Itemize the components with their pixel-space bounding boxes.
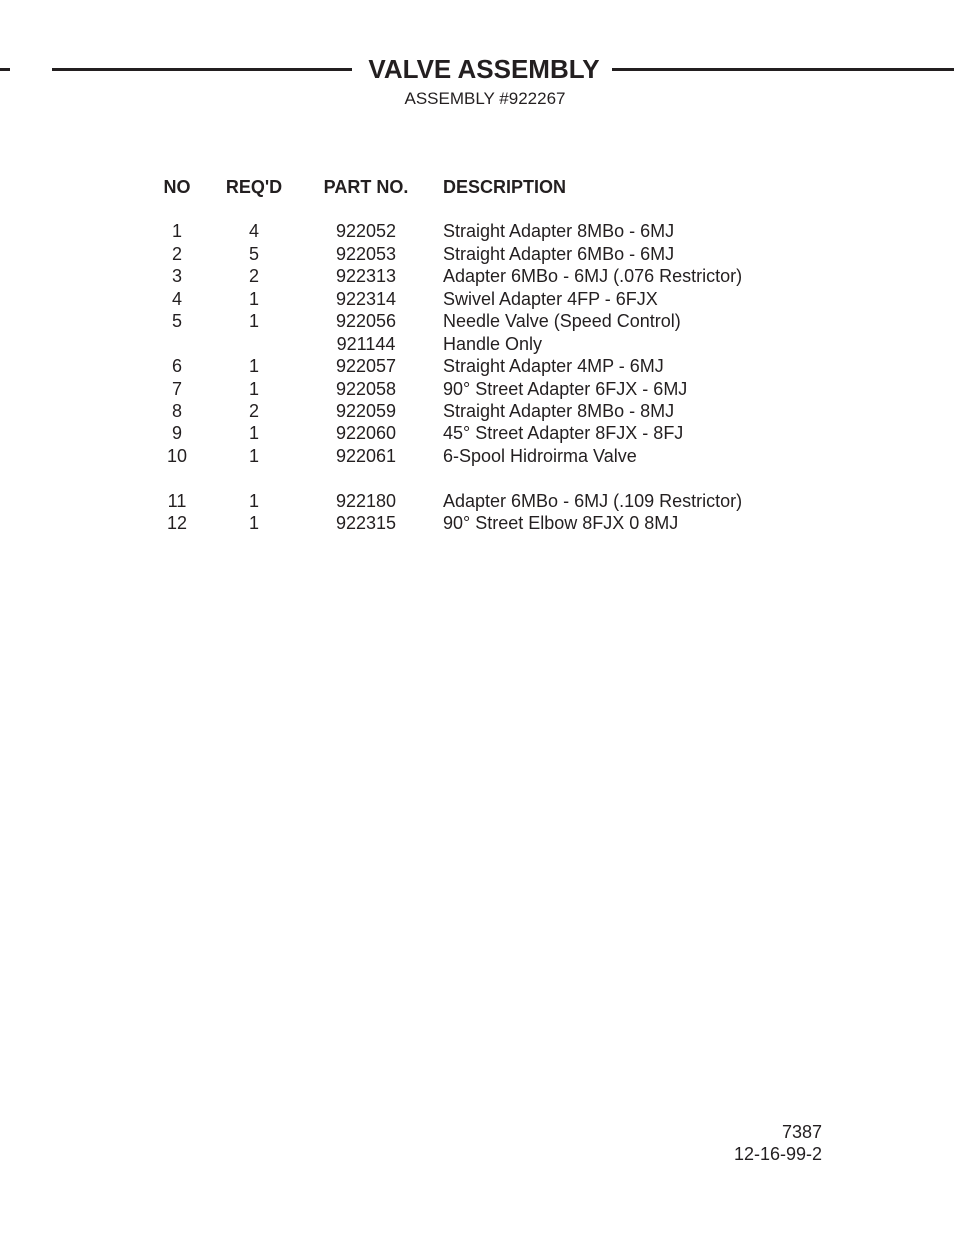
table-row: [0, 265, 954, 287]
cell-part-no: 922180: [335, 491, 397, 511]
cell-description: Straight Adapter 8MBo - 6MJ: [443, 221, 675, 241]
table-row: [0, 220, 954, 242]
cell-part-no: 922057: [335, 356, 397, 376]
cell-no: 9: [171, 423, 182, 443]
cell-description: Needle Valve (Speed Control): [443, 311, 681, 331]
table-row: [0, 333, 954, 355]
cell-no: 10: [166, 446, 188, 466]
cell-description: Adapter 6MBo - 6MJ (.109 Restrictor): [443, 491, 743, 511]
cell-no: 11: [167, 491, 187, 511]
cell-part-no: 921144: [336, 334, 396, 354]
cell-no: 8: [171, 401, 182, 421]
cell-part-no: 922315: [335, 513, 397, 533]
cell-reqd: 4: [248, 221, 259, 241]
title-rule-right: [612, 68, 954, 71]
cell-description: Straight Adapter 6MBo - 6MJ: [443, 244, 675, 264]
cell-part-no: 922060: [335, 423, 397, 443]
cell-no: 12: [166, 513, 188, 533]
cell-description: Handle Only: [443, 334, 543, 354]
cell-reqd: 1: [248, 423, 259, 443]
cell-no: 1: [171, 221, 182, 241]
column-header-description: DESCRIPTION: [443, 177, 567, 197]
table-row: [0, 422, 954, 444]
cell-description: 90° Street Adapter 6FJX - 6MJ: [443, 379, 688, 399]
document-code: 7387: [781, 1122, 822, 1142]
cell-no: 3: [171, 266, 182, 286]
column-header-no: NO: [163, 177, 191, 197]
cell-part-no: 922313: [335, 266, 397, 286]
cell-reqd: 1: [248, 311, 259, 331]
column-header-reqd: REQ'D: [225, 177, 283, 197]
document-date: 12-16-99-2: [733, 1144, 822, 1164]
cell-reqd: 1: [248, 513, 259, 533]
page-title: VALVE ASSEMBLY: [368, 54, 600, 84]
cell-part-no: 922053: [335, 244, 397, 264]
cell-description: Swivel Adapter 4FP - 6FJX: [443, 289, 658, 309]
cell-reqd: 1: [248, 289, 259, 309]
cell-reqd: 1: [248, 446, 259, 466]
cell-description: 45° Street Adapter 8FJX - 8FJ: [443, 423, 684, 443]
cell-description: Straight Adapter 8MBo - 8MJ: [443, 401, 675, 421]
table-row: [0, 512, 954, 534]
cell-reqd: 1: [248, 356, 259, 376]
cell-no: 6: [171, 356, 182, 376]
cell-part-no: 922056: [335, 311, 397, 331]
cell-reqd: 1: [248, 379, 259, 399]
edge-rule: [0, 68, 10, 71]
cell-part-no: 922314: [335, 289, 397, 309]
table-row: [0, 378, 954, 400]
table-row: [0, 243, 954, 265]
column-header-part-no: PART NO.: [323, 177, 409, 197]
cell-reqd: 1: [248, 491, 259, 511]
table-row: [0, 490, 954, 512]
cell-no: 4: [171, 289, 182, 309]
cell-part-no: 922058: [335, 379, 397, 399]
cell-no: 7: [171, 379, 182, 399]
cell-description: Adapter 6MBo - 6MJ (.076 Restrictor): [443, 266, 743, 286]
table-row: [0, 310, 954, 332]
cell-part-no: 922059: [335, 401, 397, 421]
cell-description: 6-Spool Hidroirma Valve: [443, 446, 637, 466]
cell-reqd: 2: [248, 266, 259, 286]
cell-no: 5: [171, 311, 182, 331]
cell-description: Straight Adapter 4MP - 6MJ: [443, 356, 664, 376]
cell-reqd: 5: [248, 244, 259, 264]
cell-part-no: 922061: [335, 446, 397, 466]
title-rule-left: [52, 68, 352, 71]
cell-description: 90° Street Elbow 8FJX 0 8MJ: [443, 513, 679, 533]
table-row: [0, 288, 954, 310]
assembly-number: ASSEMBLY #922267: [404, 89, 566, 108]
cell-part-no: 922052: [335, 221, 397, 241]
cell-reqd: 2: [248, 401, 259, 421]
cell-no: 2: [171, 244, 182, 264]
table-row: [0, 355, 954, 377]
table-row: [0, 400, 954, 422]
table-row: [0, 445, 954, 467]
